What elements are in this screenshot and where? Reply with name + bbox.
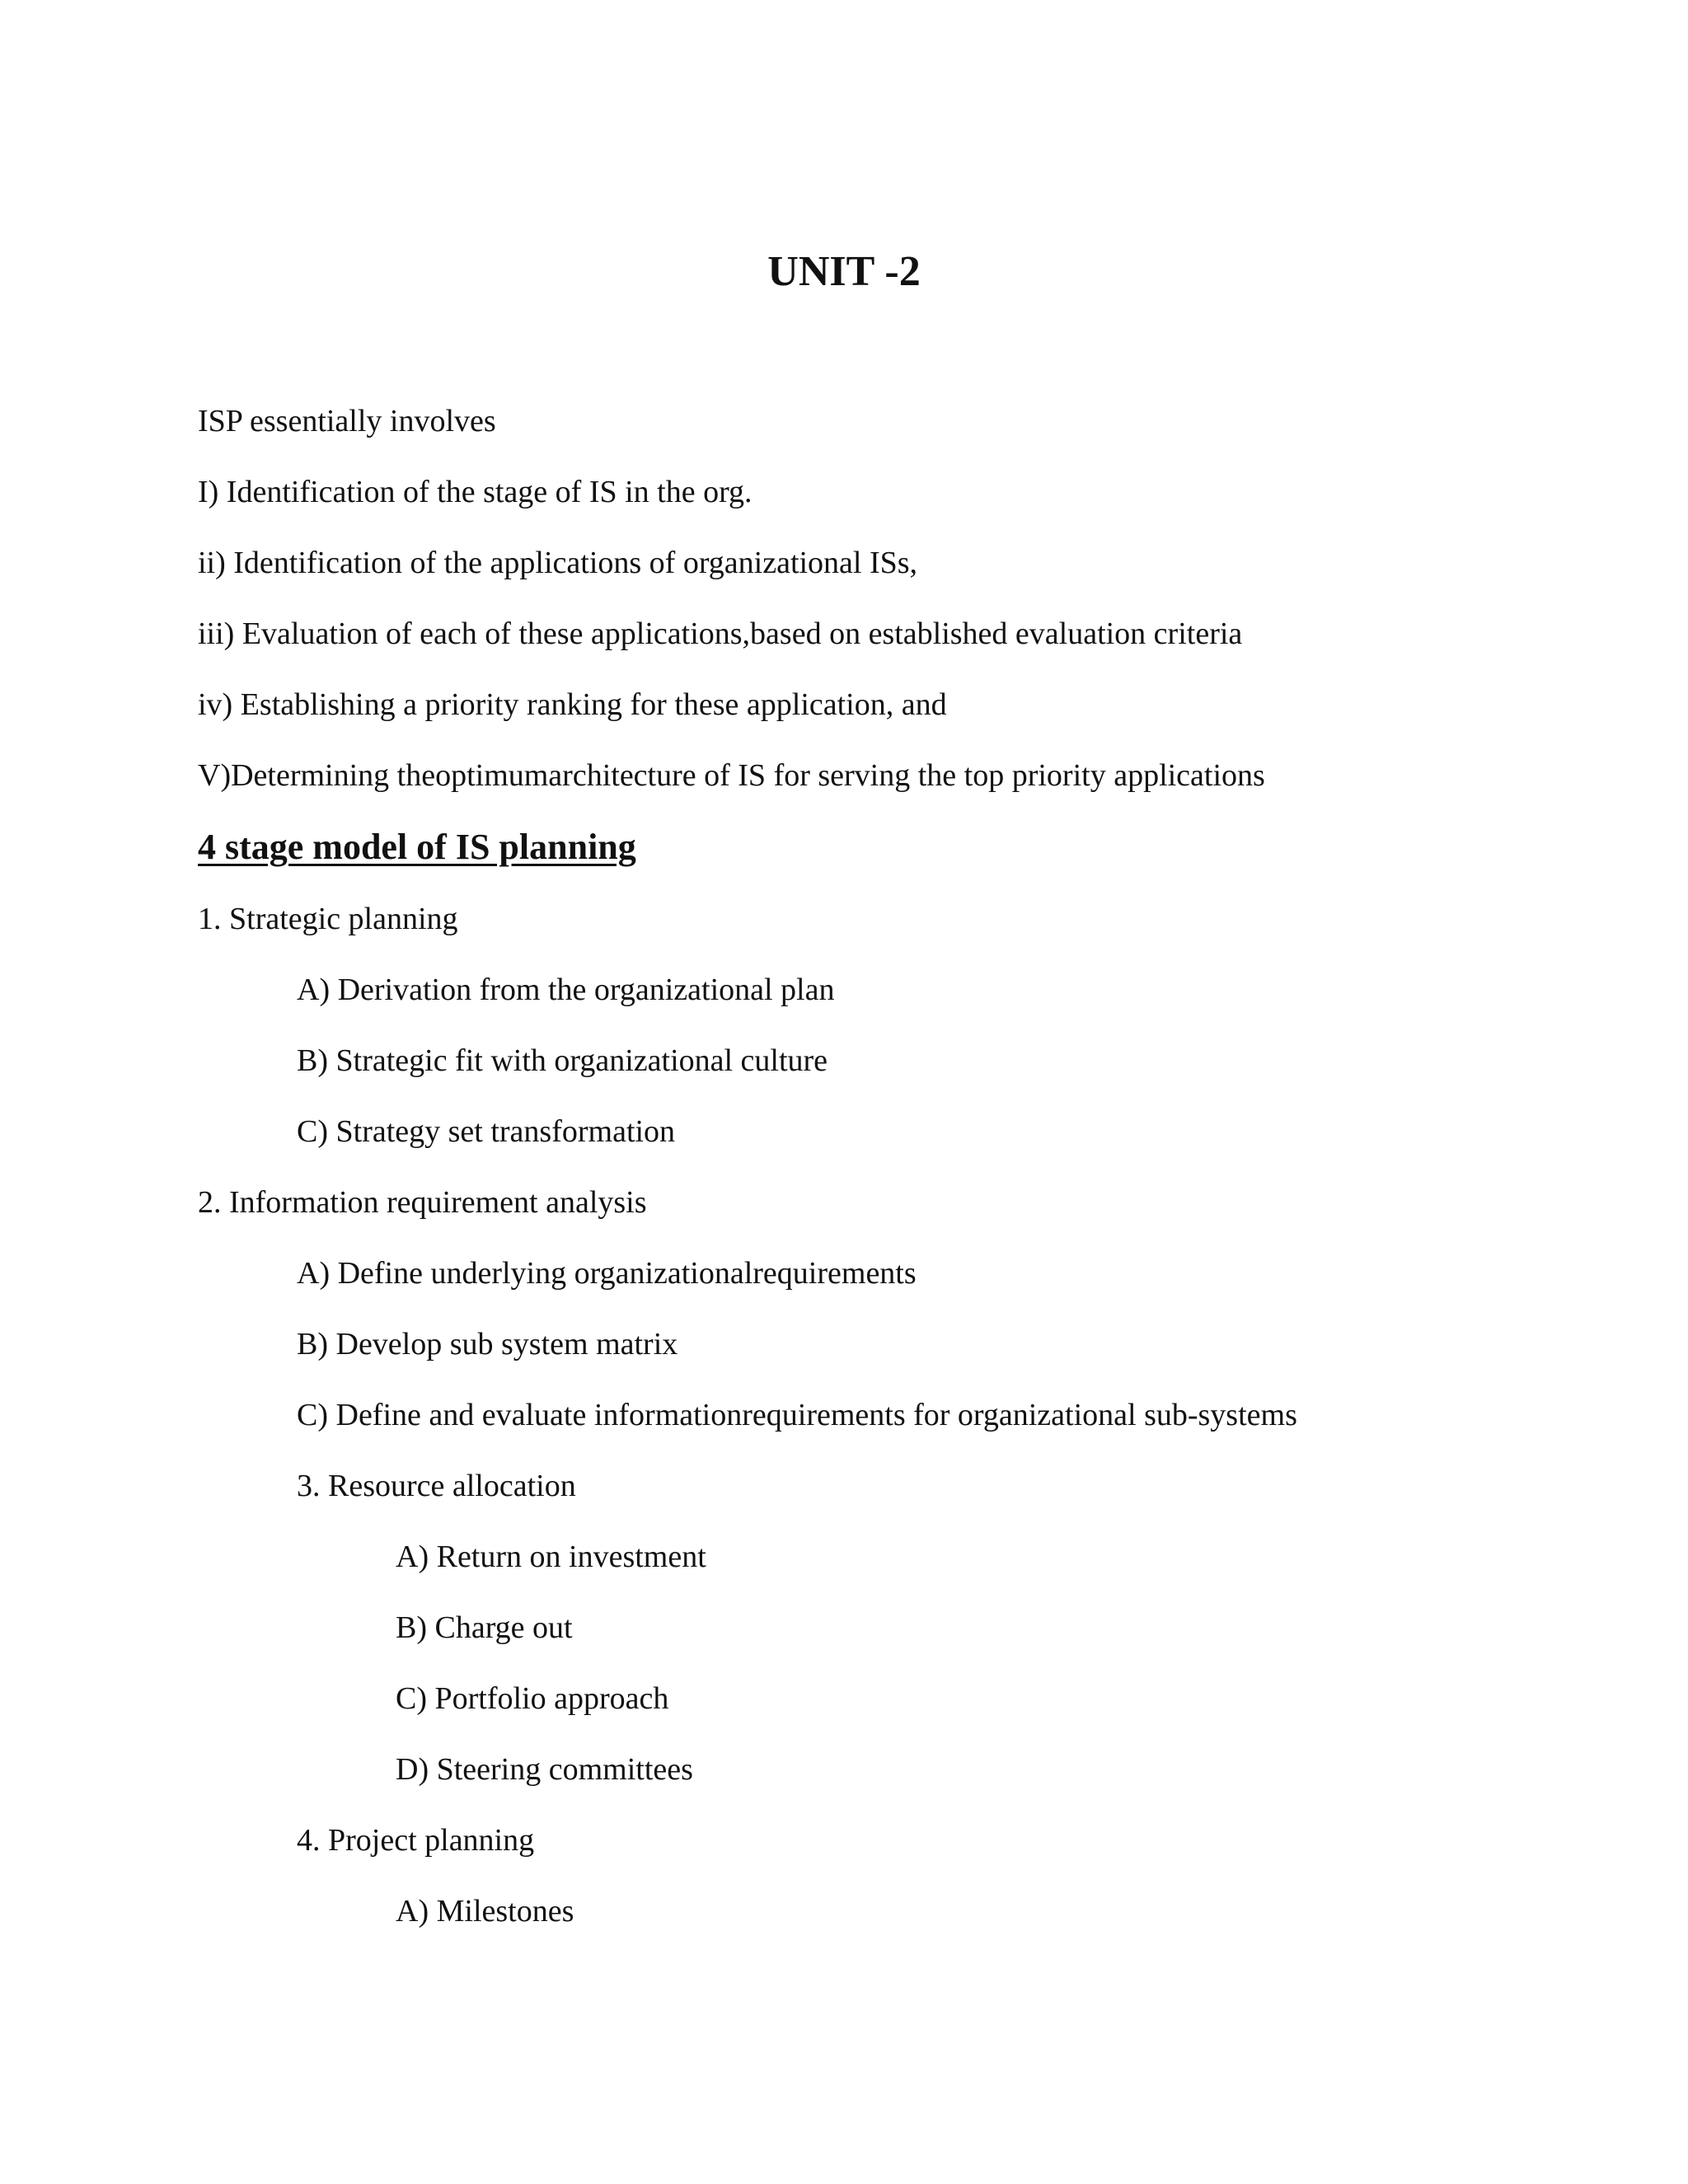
- stage-item: D) Steering committees: [396, 1752, 693, 1787]
- stage-item: C) Portfolio approach: [396, 1681, 669, 1716]
- page-title: UNIT -2: [767, 248, 921, 295]
- stage-item: C) Define and evaluate informationrequirements for organizational sub-systems: [297, 1398, 1297, 1432]
- stage-item: A) Return on investment: [396, 1540, 706, 1574]
- stage-item: B) Strategic fit with organizational culture: [297, 1043, 828, 1078]
- stage-label: 4. Project planning: [297, 1823, 535, 1858]
- stage-label: 3. Resource allocation: [297, 1469, 576, 1503]
- intro-item: iii) Evaluation of each of these applications,based on established evaluation criteria: [198, 616, 1243, 651]
- stage-item: A) Milestones: [396, 1894, 574, 1929]
- stage-item: C) Strategy set transformation: [297, 1114, 676, 1149]
- stage-item: A) Derivation from the organizational plan: [297, 972, 835, 1007]
- stage-item: B) Charge out: [396, 1610, 573, 1645]
- intro-item: I) Identification of the stage of IS in the org.: [198, 475, 753, 509]
- stage-label: 1. Strategic planning: [198, 902, 458, 936]
- intro-item: V)Determining theoptimumarchitecture of IS for serving the top priority applications: [198, 758, 1265, 793]
- section-heading: 4 stage model of IS planning: [198, 827, 636, 867]
- stage-item: A) Define underlying organizationalrequirements: [297, 1256, 917, 1291]
- stage-item: B) Develop sub system matrix: [297, 1327, 678, 1361]
- intro-item: iv) Establishing a priority ranking for these application, and: [198, 687, 947, 722]
- intro-lead: ISP essentially involves: [198, 404, 496, 438]
- stage-label: 2. Information requirement analysis: [198, 1185, 647, 1220]
- intro-item: ii) Identification of the applications of organizational ISs,: [198, 546, 918, 580]
